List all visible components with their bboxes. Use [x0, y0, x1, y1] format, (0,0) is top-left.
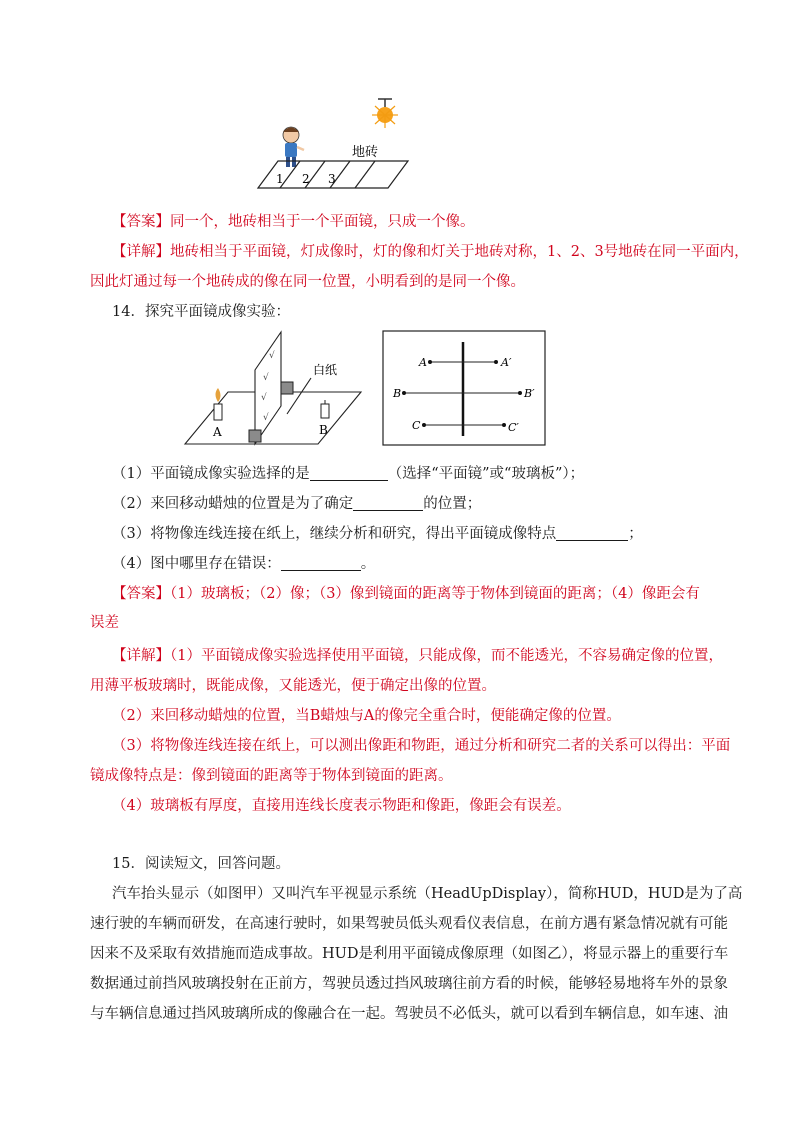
label-b: B: [393, 387, 402, 400]
candle-a-icon: [214, 388, 222, 420]
q13-answer: [112, 212, 712, 232]
detail-tag: 【详解】: [112, 244, 170, 260]
item4-blank[interactable]: [281, 555, 361, 571]
detail-tag: 【详解】: [112, 648, 170, 664]
answer-tag: 【答案】: [112, 214, 170, 230]
item1-prefix: （1）平面镜成像实验选择的是: [112, 466, 310, 482]
candle-b-label: B: [319, 423, 328, 437]
q14-detail-3b: 镜成像特点是：像到镜面的距离等于物体到镜面的距离。: [90, 768, 453, 784]
detail-text: 地砖相当于平面镜，灯成像时，灯的像和灯关于地砖对称，1、2、3号地砖在同一平面内，: [170, 244, 749, 260]
item3-prefix: （3）将物像连线连接在纸上，继续分析和研究，得出平面镜成像特点: [112, 526, 557, 542]
label-c-prime: C′: [508, 421, 519, 434]
svg-text:√: √: [263, 413, 269, 423]
item4-prefix: （4）图中哪里存在错误：: [112, 556, 281, 572]
q15-paragraph-line4: 数据通过前挡风玻璃投射在正前方，驾驶员透过挡风玻璃往前方看的时候，能够轻易地将车外的景象: [90, 976, 728, 992]
glass-plate: [255, 332, 281, 444]
q14-item4: [112, 554, 712, 574]
point-a: [428, 360, 432, 364]
paper-label: 白纸: [313, 363, 338, 377]
q14-item3: [112, 524, 712, 544]
item3-blank[interactable]: [556, 525, 628, 541]
answer-text: 同一个，地砖相当于一个平面镜，只成一个像。: [170, 214, 475, 230]
item2-suffix: 的位置；: [423, 496, 482, 512]
item2-blank[interactable]: [353, 495, 423, 511]
tile-number-3: 3: [328, 172, 336, 186]
tile-number-1: 1: [276, 172, 284, 186]
q14-detail-1a: [112, 646, 723, 666]
q14-answer-line1: [112, 584, 712, 604]
q14-detail-3a: （3）将物像连线连接在纸上，可以测出像距和物距，通过分析和研究二者的关系可以得出：平面: [112, 738, 731, 754]
q15-title: 15．阅读短文，回答问题。: [112, 856, 290, 872]
q13-detail-line1: [112, 242, 749, 262]
q13-detail-line2: 因此灯通过每一个地砖成的像在同一位置，小明看到的是同一个像。: [90, 274, 525, 290]
tile-number-2: 2: [302, 172, 310, 186]
q15-paragraph-line3: 因来不及采取有效措施而造成事故。HUD是利用平面镜成像原理（如图乙），将显示器上的重要行车: [90, 946, 729, 962]
q14-answer-line2: 误差: [90, 615, 119, 631]
point-c-prime: [502, 423, 506, 427]
item1-suffix: （选择“平面镜”或“玻璃板”）；: [387, 466, 585, 482]
point-a-prime: [494, 360, 498, 364]
q14-detail-2: （2）来回移动蜡烛的位置，当B蜡烛与A的像完全重合时，便能确定像的位置。: [112, 708, 621, 724]
answer-text: （1）玻璃板；（2）像；（3）像到镜面的距离等于物体到镜面的距离；（4）像距会有: [170, 586, 700, 602]
label-b-prime: B′: [524, 387, 535, 400]
floor-tile-figure: [250, 95, 420, 195]
candle-b-icon: [321, 400, 329, 418]
item2-prefix: （2）来回移动蜡烛的位置是为了确定: [112, 496, 354, 512]
point-c: [422, 423, 426, 427]
q14-detail-4: （4）玻璃板有厚度，直接用连线长度表示物距和像距，像距会有误差。: [112, 798, 571, 814]
svg-text:√: √: [263, 373, 269, 383]
answer-tag: 【答案】: [112, 586, 170, 602]
label-a: A: [419, 356, 427, 369]
detail-text: （1）平面镜成像实验选择使用平面镜，只能成像，而不能透光，不容易确定像的位置，: [170, 648, 723, 664]
floor-label: 地砖: [352, 145, 379, 160]
candle-a-label: A: [213, 425, 222, 439]
q15-paragraph-line1: 汽车抬头显示（如图甲）又叫汽车平视显示系统（HeadUpDisplay），简称HUD，HUD是为了高: [112, 886, 743, 902]
item4-suffix: 。: [360, 556, 376, 572]
q14-item1: [112, 464, 712, 484]
point-b: [402, 391, 406, 395]
glass-plate-figure: [183, 330, 363, 448]
q14-title: 14．探究平面镜成像实验：: [112, 304, 290, 320]
svg-text:√: √: [261, 393, 267, 403]
object-image-figure: [382, 330, 546, 446]
q15-paragraph-line2: 速行驶的车辆而研发，在高速行驶时，如果驾驶员低头观看仪表信息，在前方遇有紧急情况就有可能: [90, 916, 728, 932]
item3-suffix: ；: [628, 526, 643, 542]
svg-text:√: √: [269, 351, 275, 361]
lamp-icon: [372, 99, 398, 128]
label-a-prime: A′: [501, 356, 512, 369]
q14-detail-1b: 用薄平板玻璃时，既能成像，又能透光，便于确定出像的位置。: [90, 678, 496, 694]
point-b-prime: [518, 391, 522, 395]
label-c: C: [412, 419, 421, 432]
q15-paragraph-line5: 与车辆信息通过挡风玻璃所成的像融合在一起。驾驶员不必低头，就可以看到车辆信息，如车速、油: [90, 1006, 728, 1022]
item1-blank[interactable]: [310, 465, 388, 481]
q14-item2: [112, 494, 712, 514]
